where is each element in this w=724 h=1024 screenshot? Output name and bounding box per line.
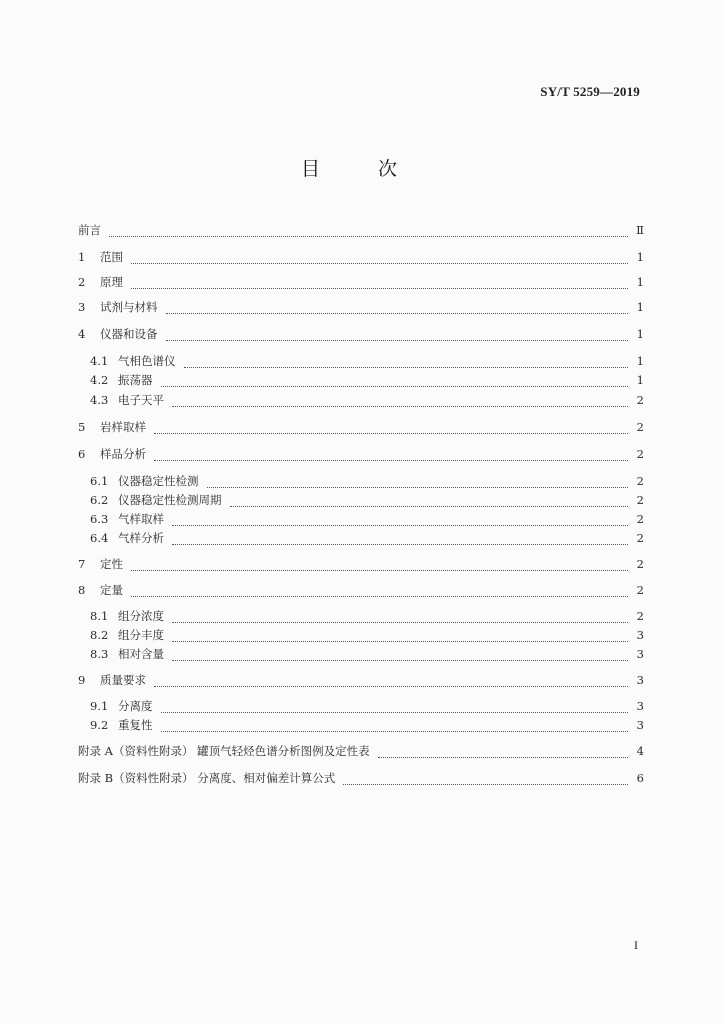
toc-entry[interactable] [78,672,644,690]
toc-entry[interactable] [90,392,644,410]
toc-entry[interactable] [78,582,644,600]
dot-leader [230,506,629,507]
toc-entry-title: 相对含量 [118,647,164,661]
toc-entry-number: 4 [78,327,86,341]
toc-entry-page: 6 [636,771,644,785]
toc-entry-title: 岩样取样 [100,420,146,434]
dot-leader [161,386,629,387]
toc-entry-page: 4 [636,744,644,758]
toc-entry-page: 2 [636,512,644,526]
toc-entry-page: 2 [636,447,644,461]
dot-leader [131,263,628,264]
toc-entry[interactable] [78,249,644,267]
toc-entry-page: 2 [636,420,644,434]
toc-entry-title: 气样分析 [118,531,164,545]
toc-entry-title: 定量 [100,583,123,597]
dot-leader [172,641,628,642]
dot-leader [172,660,628,661]
dot-leader [207,487,629,488]
dot-leader [172,525,628,526]
dot-leader [109,236,628,237]
toc-entry-page: 2 [636,474,644,488]
toc-entry-title: 附录 B（资料性附录） 分离度、相对偏差计算公式 [78,771,336,785]
toc-entry[interactable] [90,698,644,716]
toc-entry[interactable] [90,717,644,735]
toc-entry-page: 1 [636,250,644,264]
dot-leader [131,596,628,597]
toc-entry-number: 6.2 [90,493,109,507]
toc-entry[interactable] [90,530,644,548]
toc-entry-title: 范围 [100,250,123,264]
toc-entry-page: 2 [636,493,644,507]
dot-leader [172,406,628,407]
toc-entry-title: 组分浓度 [118,609,164,623]
toc-entry-title: 前言 [78,223,101,237]
toc-entry-title: 重复性 [118,718,153,732]
dot-leader [154,686,628,687]
dot-leader [131,570,628,571]
toc-entry-page: 3 [636,628,644,642]
toc-entry-number: 2 [78,275,86,289]
toc-entry[interactable] [78,326,644,344]
toc-entry[interactable] [78,222,644,240]
toc-entry[interactable] [78,446,644,464]
toc-entry[interactable] [90,492,644,510]
toc-entry-title: 气样取样 [118,512,164,526]
dot-leader [378,757,628,758]
toc-entry-page: 2 [636,609,644,623]
toc-entry[interactable] [90,608,644,626]
toc-entry-number: 6.1 [90,474,109,488]
dot-leader [131,288,628,289]
toc-entry-title: 原理 [100,275,123,289]
toc-entry-title: 组分丰度 [118,628,164,642]
toc-entry[interactable] [90,627,644,645]
toc-entry-number: 1 [78,250,86,264]
toc-entry[interactable] [90,473,644,491]
toc-entry[interactable] [90,511,644,529]
page-number: I [634,938,638,952]
toc-entry-page: 2 [636,557,644,571]
dot-leader [172,622,628,623]
toc-entry-number: 8.3 [90,647,109,661]
toc-entry[interactable] [78,299,644,317]
dot-leader [166,340,629,341]
toc-entry[interactable] [90,353,644,371]
toc-entry-title: 定性 [100,557,123,571]
toc-entry-title: 气相色谱仪 [118,354,176,368]
toc-entry-title: 质量要求 [100,673,146,687]
toc-entry-number: 8.2 [90,628,109,642]
toc-entry-page: 2 [636,583,644,597]
toc-entry-number: 9 [78,673,86,687]
dot-leader [172,544,628,545]
toc-entry-title: 试剂与材料 [100,300,158,314]
toc-entry-title: 仪器和设备 [100,327,158,341]
toc-entry-number: 9.1 [90,699,109,713]
toc-entry-number: 9.2 [90,718,109,732]
toc-entry-number: 6.3 [90,512,109,526]
toc-entry[interactable] [90,372,644,390]
toc-entry-page: 1 [636,373,644,387]
toc-entry-number: 8 [78,583,86,597]
toc-entry-page: 3 [636,673,644,687]
dot-leader [184,367,629,368]
dot-leader [166,313,629,314]
toc-entry-number: 3 [78,300,86,314]
toc-entry-page: 2 [636,393,644,407]
toc-entry-page: 3 [636,718,644,732]
dot-leader [343,784,628,785]
toc-entry-page: 2 [636,531,644,545]
standard-number: SY/T 5259—2019 [540,84,640,99]
toc-entry-number: 7 [78,557,86,571]
dot-leader [154,433,628,434]
toc-entry-page: 1 [636,300,644,314]
toc-entry[interactable] [78,274,644,292]
toc-entry-title: 仪器稳定性检测 [118,474,199,488]
toc-entry-page: 1 [636,275,644,289]
dot-leader [161,731,629,732]
toc-entry-number: 4.3 [90,393,109,407]
toc-entry-page: Ⅱ [636,223,644,237]
toc-entry-title: 样品分析 [100,447,146,461]
toc-entry[interactable] [78,556,644,574]
toc-entry-title: 附录 A（资料性附录） 罐顶气轻烃色谱分析图例及定性表 [78,744,370,758]
toc-entry[interactable] [78,770,644,788]
toc-entry[interactable] [78,743,644,761]
toc-entry[interactable] [90,646,644,664]
toc-entry-number: 5 [78,420,86,434]
toc-entry-number: 4.1 [90,354,109,368]
toc-entry-title: 电子天平 [118,393,164,407]
page-title: 目 次 [300,158,424,180]
toc-entry-page: 3 [636,699,644,713]
dot-leader [161,712,629,713]
toc-entry-page: 3 [636,647,644,661]
toc-entry-page: 1 [636,327,644,341]
toc-entry-title: 分离度 [118,699,153,713]
toc-entry-title: 仪器稳定性检测周期 [118,493,222,507]
toc-entry-number: 6.4 [90,531,109,545]
toc-entry-title: 振荡器 [118,373,153,387]
toc-entry-number: 4.2 [90,373,109,387]
toc-entry-number: 6 [78,447,86,461]
toc-entry[interactable] [78,419,644,437]
toc-entry-page: 1 [636,354,644,368]
dot-leader [154,460,628,461]
toc-entry-number: 8.1 [90,609,109,623]
